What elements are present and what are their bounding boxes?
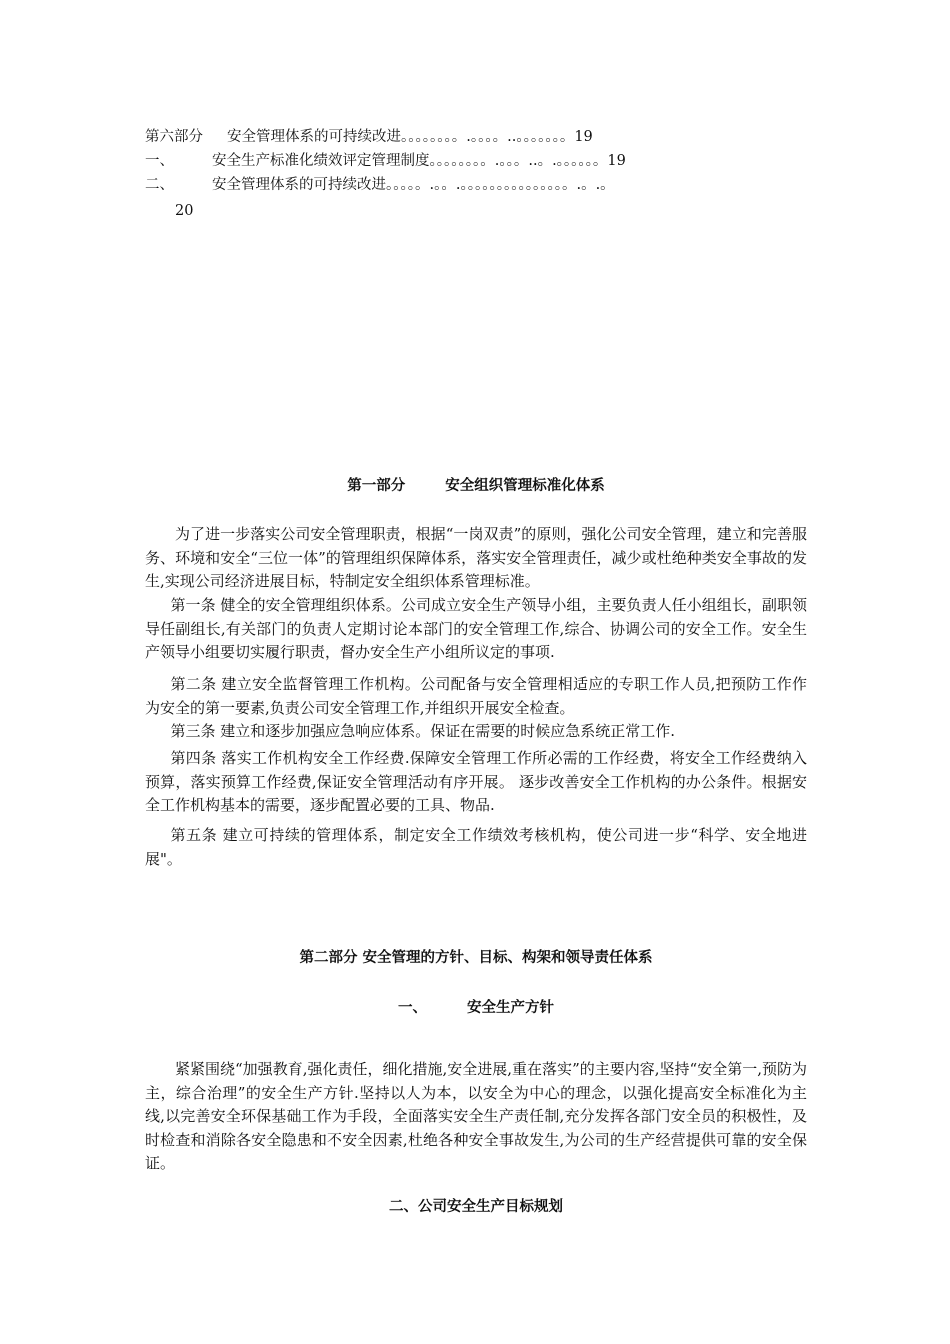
toc-text: 安全管理体系的可持续改进。。。。。。。。.。。。。..。。。。。。。19 bbox=[227, 129, 593, 145]
section1-paragraph: 紧紧围绕“加强教育,强化责任，细化措施,安全进展,重在落实”的主要内容,坚持“安全第一,预防为主，综合治理”的安全生产方针.坚持以人为本，以安全为中心的理念，以强化提高安全标准化为主线,以完善安全环保基础工作为手段，全面落实安全生产责任制,充分发挥各部门安全员的积极性，及时检查和消除各安全隐患和不安全因素,杜绝各种安全事故发生,为公司的生产经营提供可靠的安全保证。 bbox=[145, 1060, 807, 1172]
toc-number: 二、 bbox=[145, 177, 174, 193]
toc-number: 第六部分 bbox=[145, 129, 203, 145]
article-1-paragraph: 第一条 健全的安全管理组织体系。公司成立安全生产领导小组，主要负责人任小组组长，副职领导任副组长,有关部门的负责人定期讨论本部门的安全管理工作,综合、协调公司的安全工作。安全生产领导小组要切实履行职责，督办安全生产小组所议定的事项. bbox=[145, 596, 807, 661]
section2-heading: 二、公司安全生产目标规划 bbox=[389, 1199, 563, 1215]
section1-heading bbox=[145, 997, 807, 1019]
part1-heading-number: 第一部分 bbox=[347, 478, 406, 494]
toc-line[interactable] bbox=[145, 150, 825, 172]
toc-line[interactable] bbox=[145, 126, 825, 148]
toc-page-number: 20 bbox=[175, 203, 194, 219]
toc-number: 一、 bbox=[145, 153, 174, 169]
article-3-paragraph: 第三条 建立和逐步加强应急响应体系。保证在需要的时候应急系统正常工作. bbox=[170, 722, 676, 740]
part1-intro-paragraph: 为了进一步落实公司安全管理职责，根据“一岗双责”的原则，强化公司安全管理，建立和完善服务、环境和安全“三位一体”的管理组织保障体系，落实安全管理责任，减少或杜绝种类安全事故的发生,实现公司经济进展目标，特制定安全组织体系管理标准。 bbox=[145, 525, 807, 590]
section1-title: 安全生产方针 bbox=[467, 1000, 554, 1016]
part2-heading: 第二部分 安全管理的方针、目标、构架和领导责任体系 bbox=[299, 950, 653, 966]
part1-heading-title: 安全组织管理标准化体系 bbox=[445, 478, 605, 494]
article-5-paragraph: 第五条 建立可持续的管理体系，制定安全工作绩效考核机构，使公司进一步“科学、安全地进展"。 bbox=[145, 826, 807, 868]
part1-heading bbox=[145, 475, 807, 497]
article-4-paragraph: 第四条 落实工作机构安全工作经费.保障安全管理工作所必需的工作经费，将安全工作经费纳入预算，落实预算工作经费,保证安全管理活动有序开展。 逐步改善安全工作机构的办公条件。根据安全工作机构基本的需要，逐步配置必要的工具、物品. bbox=[145, 749, 807, 814]
article-2-paragraph: 第二条 建立安全监督管理工作机构。公司配备与安全管理相适应的专职工作人员,把预防工作作为安全的第一要素,负责公司安全管理工作,并组织开展安全检查。 bbox=[145, 675, 807, 717]
toc-line[interactable] bbox=[145, 174, 825, 196]
section1-number: 一、 bbox=[398, 1000, 427, 1016]
toc-text: 安全生产标准化绩效评定管理制度。。。。。。。。.。。。..。.。。。。。。19 bbox=[212, 153, 626, 169]
toc-text: 安全管理体系的可持续改进。。。。。.。。.。。。。。。。。。。。。。。。.。.。 bbox=[212, 177, 615, 193]
